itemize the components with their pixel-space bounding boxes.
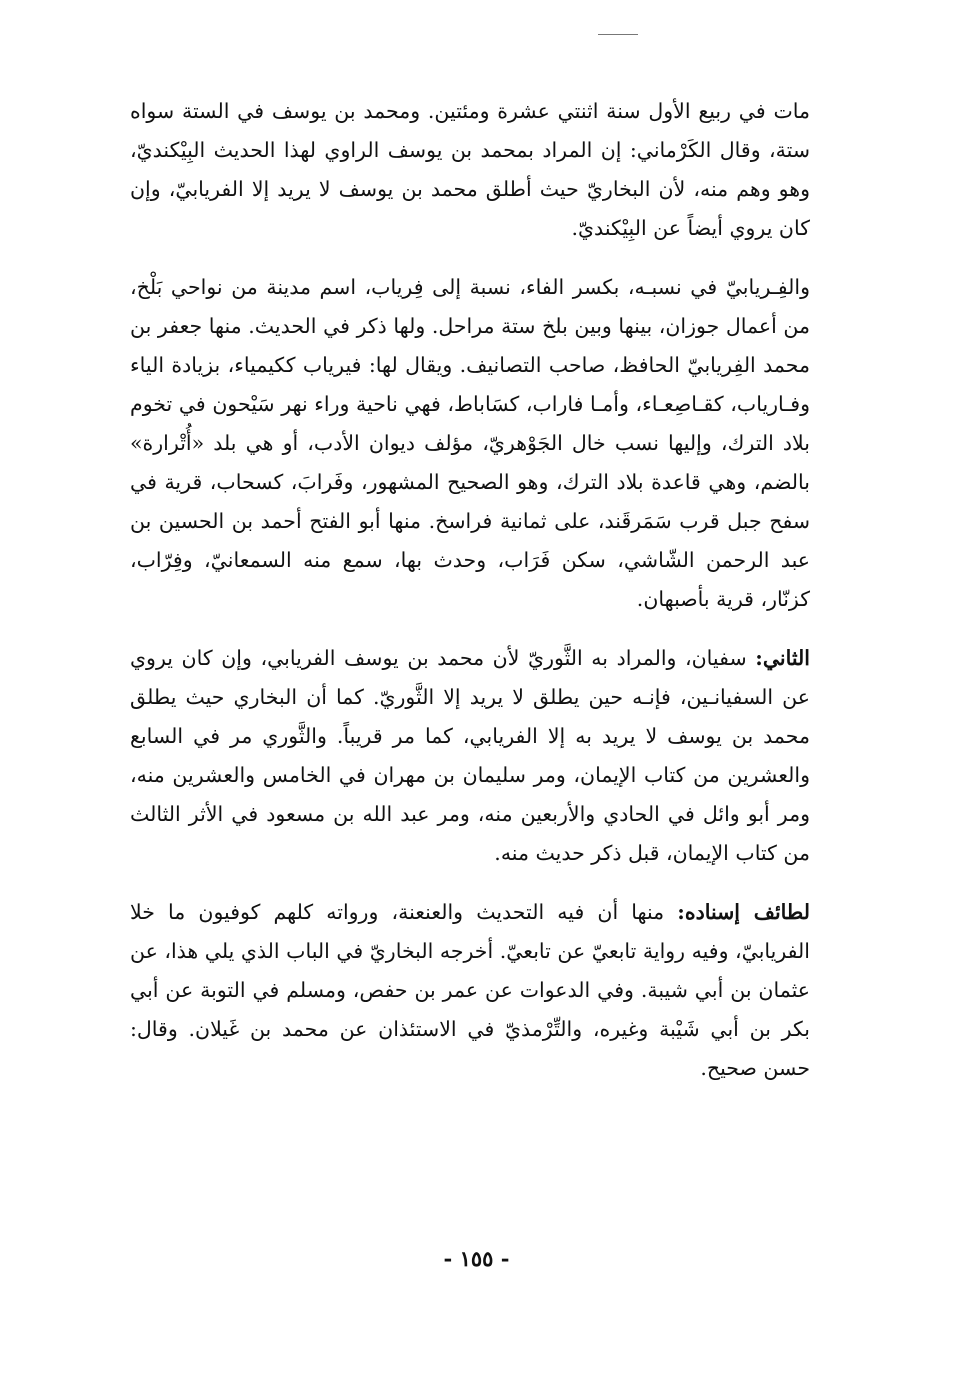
paragraph-text: منها أن فيه التحديث والعنعنة، ورواته كلهم كوفيون ما خلا الفريابيّ، وفيه رواية تابعيّ عن تابعيّ. أخرجه البخاريّ في الباب الذي يلي هذا، عن عثمان بن أبي شيبة. وفي الدعوات عن عمر بن حفص، ومسلم في التوبة عن أبي بكر بن أبي شَيْبة وغيره، والتِّرْمذيّ في الاستئذان عن محمد بن غَيلان. وقال: حسن صحيح. <box>130 900 810 1080</box>
page-number: - ١٥٥ - <box>443 1246 510 1271</box>
book-page-body <box>130 92 810 1108</box>
paragraph-death-date <box>130 92 810 248</box>
paragraph-second-narrator <box>130 639 810 873</box>
top-decorative-line <box>598 34 638 35</box>
paragraph-lead-second: الثاني: <box>755 646 810 670</box>
paragraph-text: والفِـريابيّ في نسبـه، بكسر الفاء، نسبة إلى فِرياب، اسم مدينة من نواحي بَلْخ، من أعمال جوزان، بينها وبين بلخ ستة مراحل. ولها ذكر في الحديث. منها جعفر بن محمد الفِريابيّ الحافظ، صاحب التصانيف. ويقال لها: فيرياب ككيمياء، بزيادة الياء وفـارياب، كقـاصِعـاء، وأمـا فاراب، كسَاباط، فهي ناحية وراء نهر سَيْحون في تخوم بلاد الترك، وإليها نسب خال الجَوْهريّ، مؤلف ديوان الأدب، أو هي بلد «أُتْرارة» بالضم، وهي قاعدة بلاد الترك، وهو الصحيح المشهور، وفَرابَ، كسحاب، قرية في سفح جبل قرب سَمَرقَند، على ثمانية فراسخ. منها أبو الفتح أحمد بن الحسين بن عبد الرحمن الشّاشي، سكن فَرَاب، وحدث بها، سمع منه السمعانيّ، وفِرّاب، كزنّار، قرية بأصبهان. <box>130 275 810 611</box>
paragraph-text: سفيان، والمراد به الثَّوريّ لأن محمد بن يوسف الفريابي، وإن كان يروي عن السفيانـين، فإنـه حين يطلق لا يريد إلا الثَّوريّ. كما أن البخاري حيث يطلق محمد بن يوسف لا يريد به إلا الفريابي، كما مر قريباً. والثَّوري مر في السابع والعشرين من كتاب الإيمان، ومر سليمان بن مهران في الخامس والعشرين منه، ومر أبو وائل في الحادي والأربعين منه، ومر عبد الله بن مسعود في الأثر الثالث من كتاب الإيمان، قبل ذكر حديث منه. <box>130 646 810 865</box>
paragraph-firyabi-nisba <box>130 268 810 619</box>
paragraph-text: مات في ربيع الأول سنة اثنتي عشرة ومئتين. ومحمد بن يوسف في الستة سواه ستة، وقال الكَرْماني: إن المراد بمحمد بن يوسف الراوي لهذا الحديث البِيْكنديّ، وهو وهم منه، لأن البخاريّ حيث أطلق محمد بن يوسف لا يريد إلا الفريابيّ، وإن كان يروي أيضاً عن البِيْكنديّ. <box>130 99 810 240</box>
paragraph-lead-isnad: لطائف إسناده: <box>677 900 810 924</box>
paragraph-isnad-subtleties <box>130 893 810 1088</box>
